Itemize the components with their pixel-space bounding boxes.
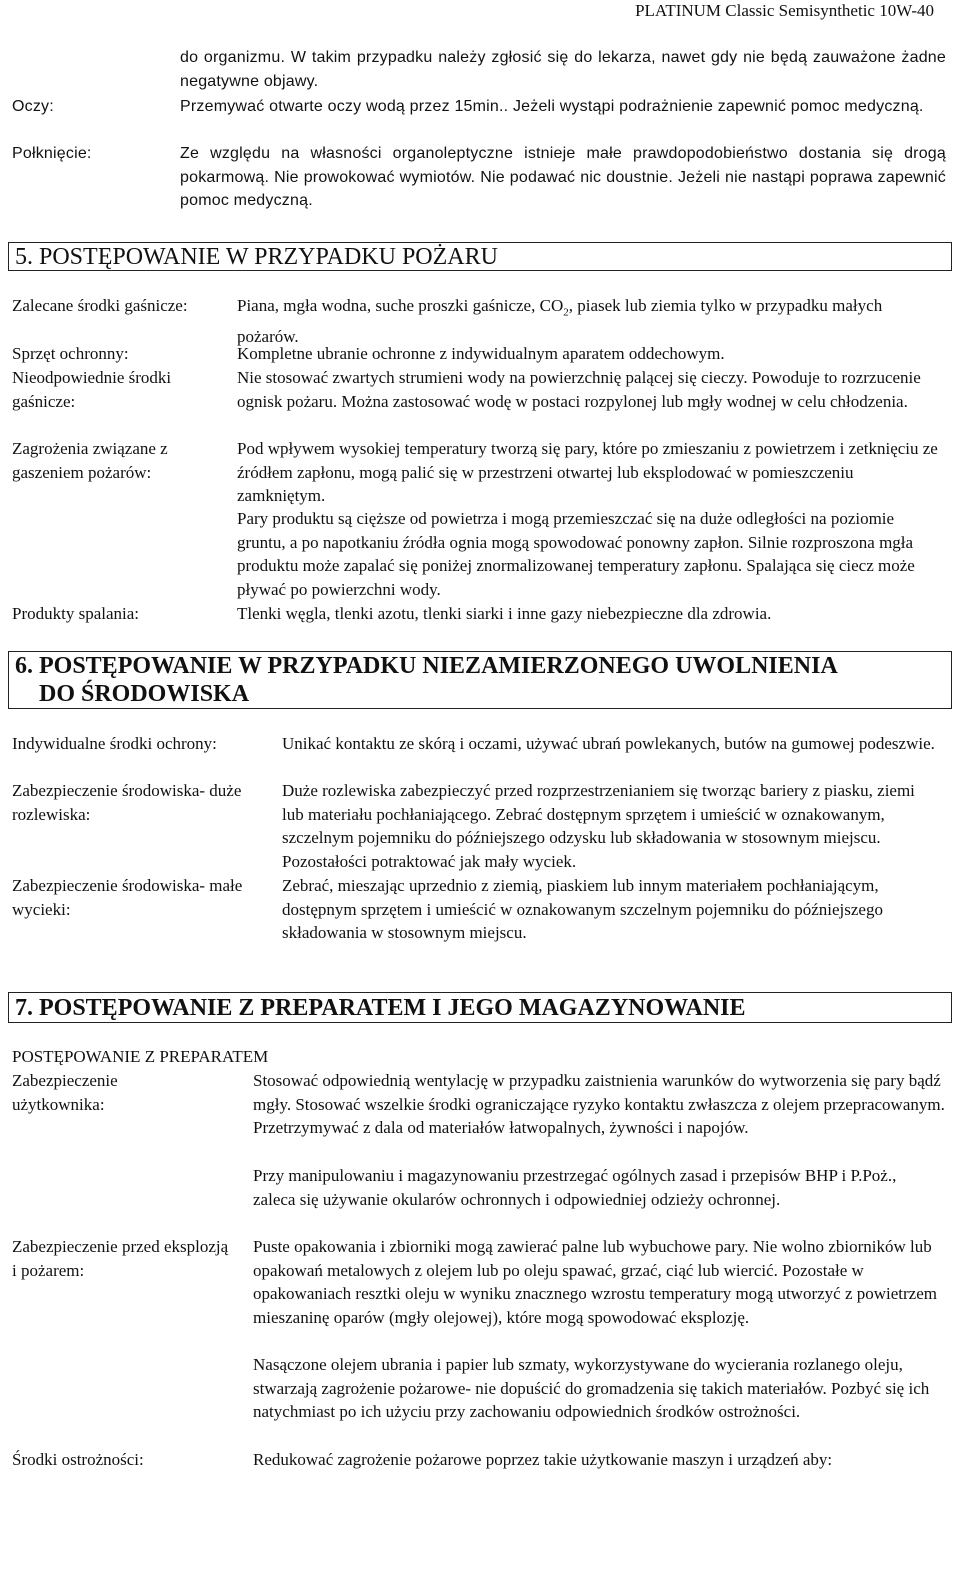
s7-label-explosion: Zabezpieczenie przed eksplozją i pożarem: [12,1237,229,1280]
section-6-title-line1: 6. POSTĘPOWANIE W PRZYPADKU NIEZAMIERZONEGO UWOLNIENIA [15,653,838,679]
s5-text-protective: Kompletne ubranie ochronne z indywidualnym aparatem oddechowym. [237,344,725,363]
swallow-text: Ze względu na własności organoleptyczne istnieje małe prawdopodobieństwo dostania się drogą pokarmową. Nie prowokować wymiotów. Nie podawać nic doustnie. Jeżeli nie nastąpi poprawa zapewnić pomoc medyczną. [180,145,946,209]
s6-label-large-spills: Zabezpieczenie środowiska- duże rozlewiska: [12,781,242,824]
s5-text-combustion: Tlenki węgla, tlenki azotu, tlenki siarki i inne gazy niebezpieczne dla zdrowia. [237,604,772,623]
s7-text-user-2: Przy manipulowaniu i magazynowaniu przestrzegać ogólnych zasad i przepisów BHP i P.Poż., zaleca się używanie okularów ochronnych i odpowiedniej odzieży ochronnej. [253,1166,897,1209]
s7-text-precautions: Redukować zagrożenie pożarowe poprzez takie użytkowanie maszyn i urządzeń aby: [253,1450,833,1469]
s5-label-unsuitable: Nieodpowiednie środki gaśnicze: [12,368,172,411]
s7-text-explosion-2: Nasączone olejem ubrania i papier lub szmaty, wykorzystywane do wycierania rozlanego oleju, stwarzają zagrożenie pożarowe- nie dopuścić do gromadzenia się takich materiałów. Pozbyć się ich natychmiast po ich użyciu przy zachowaniu odpowiednich środków ostrożności. [253,1355,930,1421]
eyes-label: Oczy: [12,98,54,115]
eyes-text: Przemywać otwarte oczy wodą przez 15min.. Jeżeli wystąpi podrażnienie zapewnić pomoc medyczną. [180,98,924,115]
swallow-label: Połknięcie: [12,145,92,162]
s5-text-hazards-2: Pary produktu są cięższe od powietrza i mogą przemieszczać się na duże odległości na poziomie gruntu, a po napotkaniu źródła ognia mogą spowodować ponowny zapłon. Silnie rozproszona mgła produktu może zapalać się poniżej znormalizowanej temperatury zapłonu. Spalająca się ciecz może pływać po powierzchni wody. [237,509,915,599]
section-7-title: 7. POSTĘPOWANIE Z PREPARATEM I JEGO MAGAZYNOWANIE [15,995,746,1021]
section-5-title: 5. POSTĘPOWANIE W PRZYPADKU POŻARU [15,244,498,270]
s6-text-small-spills: Zebrać, mieszając uprzednio z ziemią, piaskiem lub innym materiałem pochłaniającym, dostępnym sprzętem i umieścić w oznakowanym szczelnym pojemniku do późniejszego składowania w stosownym miejscu. [282,876,883,942]
s7-text-user: Stosować odpowiednią wentylację w przypadku zaistnienia warunków do wytworzenia się pary bądź mgły. Stosować wszelkie środki ograniczające ryzyko kontaktu zwłaszcza z olejem przepracowanym. Przetrzymywać z dala od materiałów łatwopalnych, żywności i napojów. [253,1071,945,1137]
s5-label-extinguishing: Zalecane środki gaśnicze: [12,296,188,315]
s5-label-hazards: Zagrożenia związane z gaszeniem pożarów: [12,439,168,482]
s7-text-explosion: Puste opakowania i zbiorniki mogą zawierać palne lub wybuchowe pary. Nie wolno zbiorników lub opakowań metalowych z olejem lub po oleju spawać, grzać, ciąć lub wiercić. Pozostałe w opakowaniach resztki oleju w wyniku znacznego wzrostu temperatury mogą utworzyć z powietrzem mieszaninę oparów (mgły olejowej), które mogą spowodować eksplozję. [253,1237,938,1327]
s5-label-protective: Sprzęt ochronny: [12,344,129,363]
s6-label-small-spills: Zabezpieczenie środowiska- małe wycieki: [12,876,243,919]
s7-subheading: POSTĘPOWANIE Z PREPARATEM [12,1047,269,1066]
s6-label-personal: Indywidualne środki ochrony: [12,734,217,753]
s7-label-precautions: Środki ostrożności: [12,1450,144,1469]
document-header: PLATINUM Classic Semisynthetic 10W-40 [635,1,934,20]
section-7-header [8,992,952,1023]
s5-label-combustion: Produkty spalania: [12,604,140,623]
section-6-title-line2: DO ŚRODOWISKA [39,681,250,707]
s5-text-unsuitable: Nie stosować zwartych strumieni wody na powierzchnię palącej się cieczy. Powoduje to rozrzucenie ognisk pożaru. Można zastosować wodę w postaci rozpylonej lub mgły wodnej w celu chłodzenia. [237,368,921,411]
s6-text-large-spills: Duże rozlewiska zabezpieczyć przed rozprzestrzenianiem się tworząc bariery z piasku, ziemi lub materiału pochłaniającego. Zebrać dostępnym sprzętem i umieścić w oznakowanym, szczelnym pojemniku do późniejszego odzysku lub składowania w stosownym miejscu. Pozostałości potraktować jak mały wyciek. [282,781,915,871]
s7-label-user: Zabezpieczenie użytkownika: [12,1071,118,1114]
s6-text-personal: Unikać kontaktu ze skórą i oczami, używać ubrań powlekanych, butów na gumowej podeszwie. [282,734,935,753]
first-aid-continuation: do organizmu. W takim przypadku należy zgłosić się do lekarza, nawet gdy nie będą zauważone żadne negatywne objawy. [180,49,946,90]
s5-text-hazards: Pod wpływem wysokiej temperatury tworzą się pary, które po zmieszaniu z powietrzem i zetknięciu ze źródłem zapłonu, mogą palić się w przestrzeni otwartej lub eksplodować w pomieszczeniu zamkniętym. [237,439,938,505]
section-6-header [8,651,952,709]
section-5-header [8,242,952,271]
s5-text-extinguishing: Piana, mgła wodna, suche proszki gaśnicze, $CO_2$, piasek lub ziemia tylko w przypadku małych pożarów. [237,296,883,346]
